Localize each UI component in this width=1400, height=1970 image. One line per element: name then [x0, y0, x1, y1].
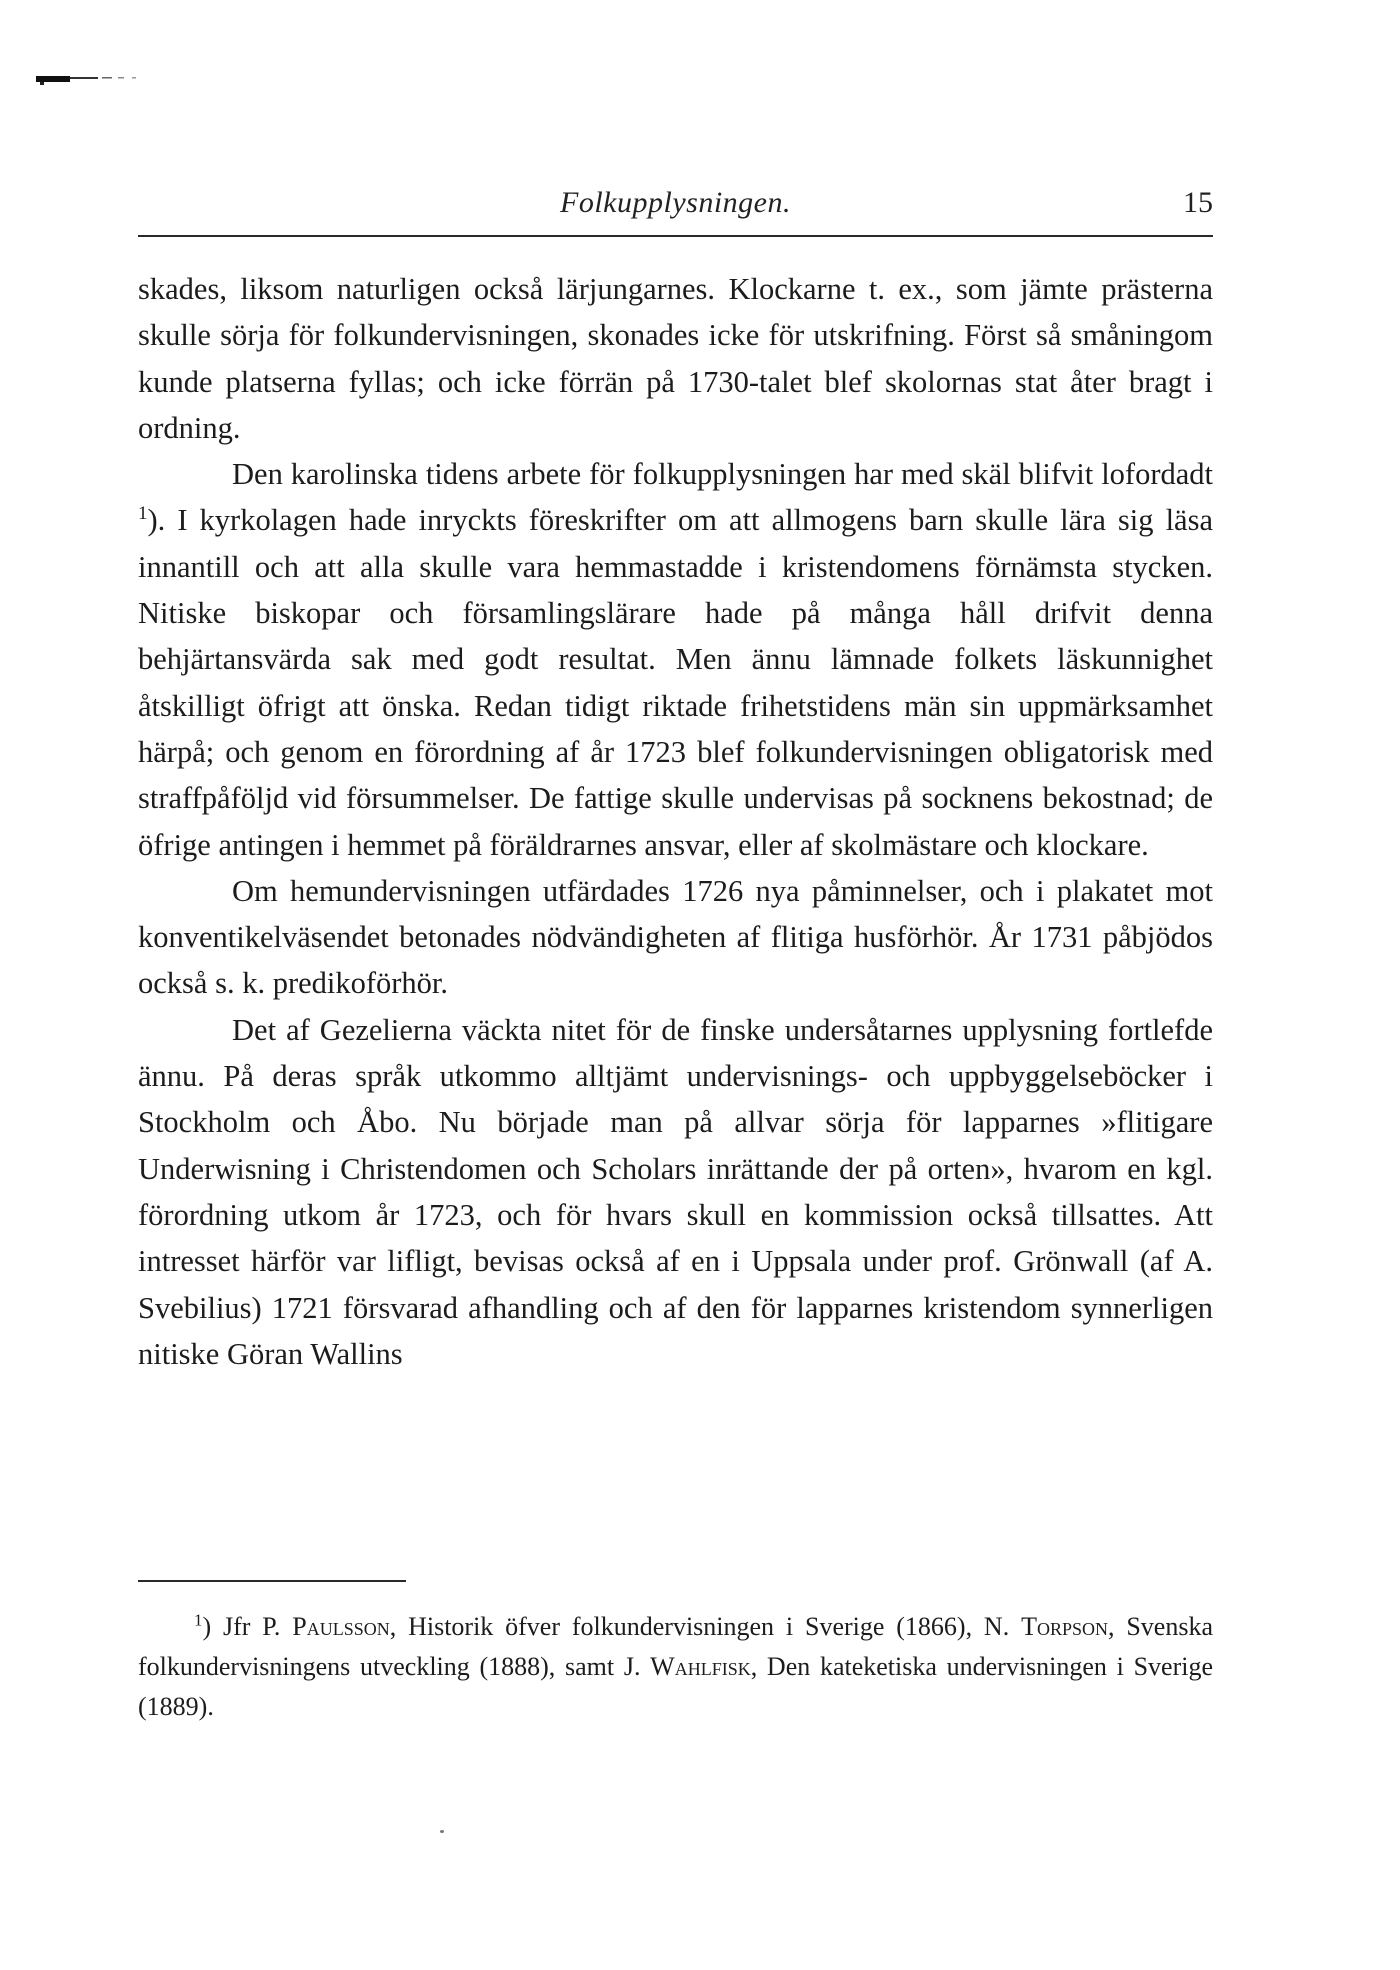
footnote-text-2: , Historik öfver folkundervisningen i Sverige (1866), N. [389, 1612, 1022, 1641]
paragraph-2-part-a: Den karolinska tidens arbete för folkupplysningen har med skäl blifvit lofordadt [232, 457, 1213, 492]
running-title: Folkupplysningen. [560, 186, 791, 219]
header-rule [138, 235, 1213, 237]
footnotes [138, 1607, 1213, 1727]
footnote-author-wahlfisk: Wahlfisk [650, 1652, 751, 1681]
paragraph-1: skades, liksom naturligen också lärjungarnes. Klockarne t. ex., som jämte prästerna skulle sörja för folkundervisningen, skonades icke för utskrifning. Först så småningom kunde platserna fyllas; och icke förrän på 1730-talet blef skolornas stat åter bragt i ordning. [138, 272, 1213, 445]
footnote-1 [138, 1607, 1213, 1727]
footnote-rule [138, 1580, 406, 1582]
footnote-author-paulsson: Paulsson [292, 1612, 390, 1641]
footnote-text-1: ) Jfr P. [202, 1612, 293, 1641]
footnote-reference-1[interactable]: 1 [138, 503, 148, 525]
running-header [138, 180, 1213, 240]
footnote-text-3: , Svenska folkundervisningens utveckling (1888), samt J. [138, 1612, 1213, 1681]
footnote-mark: 1 [194, 1610, 203, 1630]
body-text [138, 266, 1213, 1377]
paragraph-3: Om hemundervisningen utfärdades 1726 nya påminnelser, och i plakatet mot konventikelväsendet betonades nödvändigheten af flitiga husförhör. År 1731 påbjödos också s. k. predikoförhör. [138, 873, 1213, 1001]
paragraph-4: Det af Gezelierna väckta nitet för de finske undersåtarnes upplysning fortlefde ännu. På deras språk utkommo alltjämt undervisnings- och uppbyggelseböcker i Stockholm och Åbo. Nu började man på allvar sörja för lapparnes »flitigare Underwisning i Christendomen och Scholars inrättande der på orten», hvarom en kgl. förordning utkom år 1723, och för hvars skull en kommission också tillsattes. Att intresset härför var lifligt, bevisas också af en i Uppsala under prof. Grönwall (af A. Svebilius) 1721 försvarad afhandling och af den för lapparnes kristendom synnerligen nitiske Göran Wallins [138, 1012, 1213, 1371]
footnote-text-4: , Den kateketiska undervisningen i Sverige (1889). [138, 1652, 1213, 1721]
printers-mark-decoration [36, 72, 226, 86]
footnote-author-torpson: Torpson [1021, 1612, 1108, 1641]
paragraph-2 [138, 451, 1213, 868]
paragraph-2-part-b: ). I kyrkolagen hade inryckts föreskrifter om att allmogens barn skulle lära sig läsa innantill och att alla skulle vara hemmastadde i kristendomens förnämsta stycken. Nitiske biskopar och församlingslärare hade på många håll drifvit denna behjärtansvärda sak med godt resultat. Men ännu lämnade folkets läskunnighet åtskilligt öfrigt att önska. Redan tidigt riktade frihetstidens män sin uppmärksamhet härpå; och genom en förordning af år 1723 blef folkundervisningen obligatorisk med straffpåföljd vid försummelser. De fattige skulle undervisas på socknens bekostnad; de öfrige antingen i hemmet på föräldrarnes ansvar, eller af skolmästare och klockare. [138, 503, 1213, 862]
paper-speck [440, 1830, 444, 1833]
page-number: 15 [1183, 186, 1213, 219]
